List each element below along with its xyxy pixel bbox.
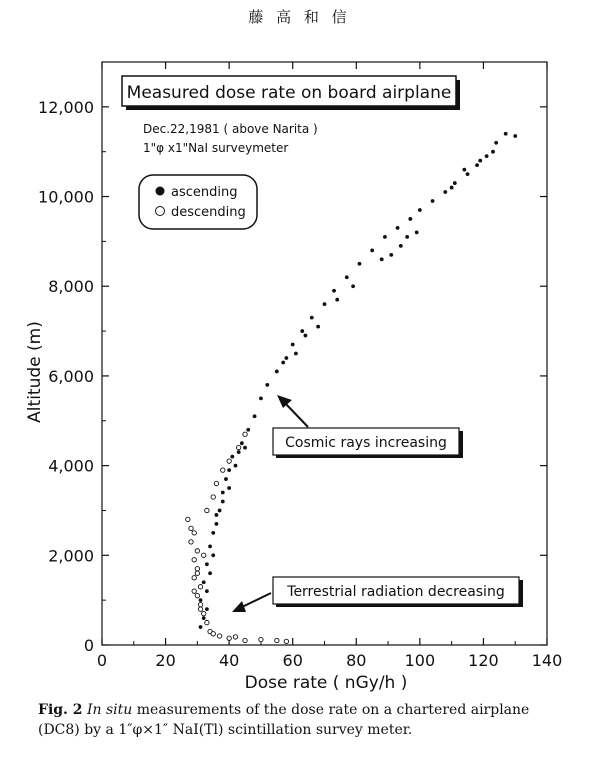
legend-box xyxy=(139,175,257,229)
ascending-point xyxy=(466,172,470,176)
annotation-cosmic-arrow-line xyxy=(284,402,308,427)
subtitle-instrument: 1"φ x1"NaI surveymeter xyxy=(143,141,289,155)
y-tick-label: 8,000 xyxy=(48,277,94,297)
ascending-point xyxy=(380,257,384,261)
descending-point xyxy=(198,607,202,611)
ascending-point xyxy=(408,217,412,221)
descending-point xyxy=(227,459,231,463)
descending-point xyxy=(236,445,240,449)
y-tick-label: 12,000 xyxy=(38,97,94,117)
ascending-point xyxy=(221,491,225,495)
ascending-point xyxy=(431,199,435,203)
ascending-point xyxy=(291,343,295,347)
ascending-point xyxy=(211,553,215,557)
legend-marker-ascending xyxy=(156,187,165,196)
y-tick-label: 6,000 xyxy=(48,366,94,386)
ascending-point xyxy=(215,522,219,526)
ascending-point xyxy=(443,190,447,194)
y-tick-label: 2,000 xyxy=(48,546,94,566)
ascending-point xyxy=(205,607,209,611)
caption-italic: In situ xyxy=(87,702,133,718)
chart-title: Measured dose rate on board airplane xyxy=(126,83,452,103)
ascending-point xyxy=(205,589,209,593)
ascending-point xyxy=(237,450,241,454)
ascending-point xyxy=(199,625,203,629)
caption-text: measurements of the dose rate on a chartered airplane (DC8) by a 1″φ×1″ NaI(Tl) scintillation survey meter. xyxy=(38,702,530,738)
ascending-point xyxy=(453,181,457,185)
annotation-cosmic-arrowhead xyxy=(277,395,292,408)
ascending-point xyxy=(494,141,498,145)
subtitle-date: Dec.22,1981 ( above Narita ) xyxy=(143,122,318,136)
ascending-point xyxy=(383,235,387,239)
descending-point xyxy=(221,468,225,472)
descending-point xyxy=(189,540,193,544)
y-tick-label: 4,000 xyxy=(48,456,94,476)
ascending-point xyxy=(450,186,454,190)
ascending-point xyxy=(230,455,234,459)
figure-caption xyxy=(38,700,568,740)
ascending-point xyxy=(199,598,203,602)
annotation-terrestrial-text: Terrestrial radiation decreasing xyxy=(287,584,505,600)
ascending-point xyxy=(345,275,349,279)
ascending-point xyxy=(418,208,422,212)
ascending-point xyxy=(202,616,206,620)
legend-marker-descending xyxy=(156,207,165,216)
annotation-cosmic-text: Cosmic rays increasing xyxy=(285,435,447,451)
ascending-point xyxy=(221,500,225,504)
annotation-terrestrial-arrowhead xyxy=(232,601,246,612)
descending-point xyxy=(192,589,196,593)
descending-point xyxy=(192,531,196,535)
descending-point xyxy=(195,567,199,571)
descending-point xyxy=(205,508,209,512)
descending-point xyxy=(284,639,288,643)
legend-ascending: ascending xyxy=(171,185,238,200)
ascending-point xyxy=(205,562,209,566)
ascending-point xyxy=(475,163,479,167)
descending-point xyxy=(192,576,196,580)
descending-point xyxy=(214,481,218,485)
descending-point xyxy=(259,637,263,641)
annotation-terrestrial xyxy=(232,577,523,612)
ascending-point xyxy=(218,509,222,513)
ascending-point xyxy=(275,370,279,374)
x-tick-label: 60 xyxy=(282,651,303,670)
descending-point xyxy=(211,632,215,636)
x-tick-label: 80 xyxy=(346,651,367,670)
descending-point xyxy=(186,517,190,521)
ascending-point xyxy=(504,132,508,136)
ascending-point xyxy=(234,464,238,468)
ascending-point xyxy=(243,446,247,450)
descending-point xyxy=(227,636,231,640)
descending-point xyxy=(195,593,199,597)
ascending-point xyxy=(253,414,257,418)
ascending-point xyxy=(399,244,403,248)
descending-point xyxy=(217,634,221,638)
ascending-point xyxy=(389,253,393,257)
ascending-point xyxy=(485,154,489,158)
ascending-point xyxy=(294,352,298,356)
ascending-point xyxy=(259,396,263,400)
x-tick-label: 100 xyxy=(404,651,436,670)
ascending-point xyxy=(351,284,355,288)
ascending-point xyxy=(316,325,320,329)
ascending-point xyxy=(284,356,288,360)
descending-point xyxy=(275,638,279,642)
ascending-point xyxy=(396,226,400,230)
ascending-point xyxy=(323,302,327,306)
descending-point xyxy=(192,558,196,562)
y-axis-label: Altitude (m) xyxy=(25,321,45,423)
x-tick-label: 140 xyxy=(531,651,563,670)
ascending-point xyxy=(300,329,304,333)
legend-descending: descending xyxy=(171,205,246,220)
ascending-point xyxy=(215,513,219,517)
ascending-point xyxy=(304,334,308,338)
ascending-point xyxy=(462,168,466,172)
ascending-point xyxy=(227,486,231,490)
descending-point xyxy=(195,571,199,575)
ascending-point xyxy=(513,134,517,138)
ascending-point xyxy=(370,248,374,252)
ascending-point xyxy=(281,361,285,365)
descending-point xyxy=(243,432,247,436)
descending-point xyxy=(202,553,206,557)
descending-point xyxy=(189,526,193,530)
annotation-terrestrial-arrow-line xyxy=(242,593,271,607)
y-tick-label: 10,000 xyxy=(38,187,94,207)
caption-fig-label: Fig. 2 xyxy=(38,702,83,718)
author-header: 藤 高 和 信 xyxy=(248,8,351,26)
descending-point xyxy=(195,549,199,553)
x-tick-label: 40 xyxy=(218,651,240,670)
descending-point xyxy=(233,635,237,639)
ascending-point xyxy=(335,298,339,302)
ascending-point xyxy=(202,580,206,584)
annotation-cosmic xyxy=(273,395,463,458)
x-axis-label: Dose rate ( nGy/h ) xyxy=(244,673,408,693)
y-axis xyxy=(38,98,547,655)
title-box xyxy=(122,76,460,110)
ascending-point xyxy=(211,531,215,535)
descending-point xyxy=(198,585,202,589)
ascending-point xyxy=(332,289,336,293)
ascending-point xyxy=(240,441,244,445)
x-tick-label: 20 xyxy=(155,651,176,670)
descending-point xyxy=(205,620,209,624)
ascending-point xyxy=(208,544,212,548)
x-tick-label: 0 xyxy=(96,651,108,670)
ascending-point xyxy=(405,235,409,239)
ascending-point xyxy=(208,571,212,575)
y-tick-label: 0 xyxy=(83,636,94,655)
ascending-point xyxy=(246,428,250,432)
descending-point xyxy=(243,638,247,642)
ascending-point xyxy=(358,262,362,266)
ascending-point xyxy=(310,316,314,320)
ascending-point xyxy=(227,468,231,472)
x-tick-label: 120 xyxy=(468,651,499,670)
descending-point xyxy=(202,611,206,615)
ascending-point xyxy=(415,231,419,235)
descending-point xyxy=(211,495,215,499)
ascending-point xyxy=(265,383,269,387)
ascending-point xyxy=(478,159,482,163)
descending-point xyxy=(198,602,202,606)
ascending-point xyxy=(491,150,495,154)
ascending-point xyxy=(224,477,228,481)
